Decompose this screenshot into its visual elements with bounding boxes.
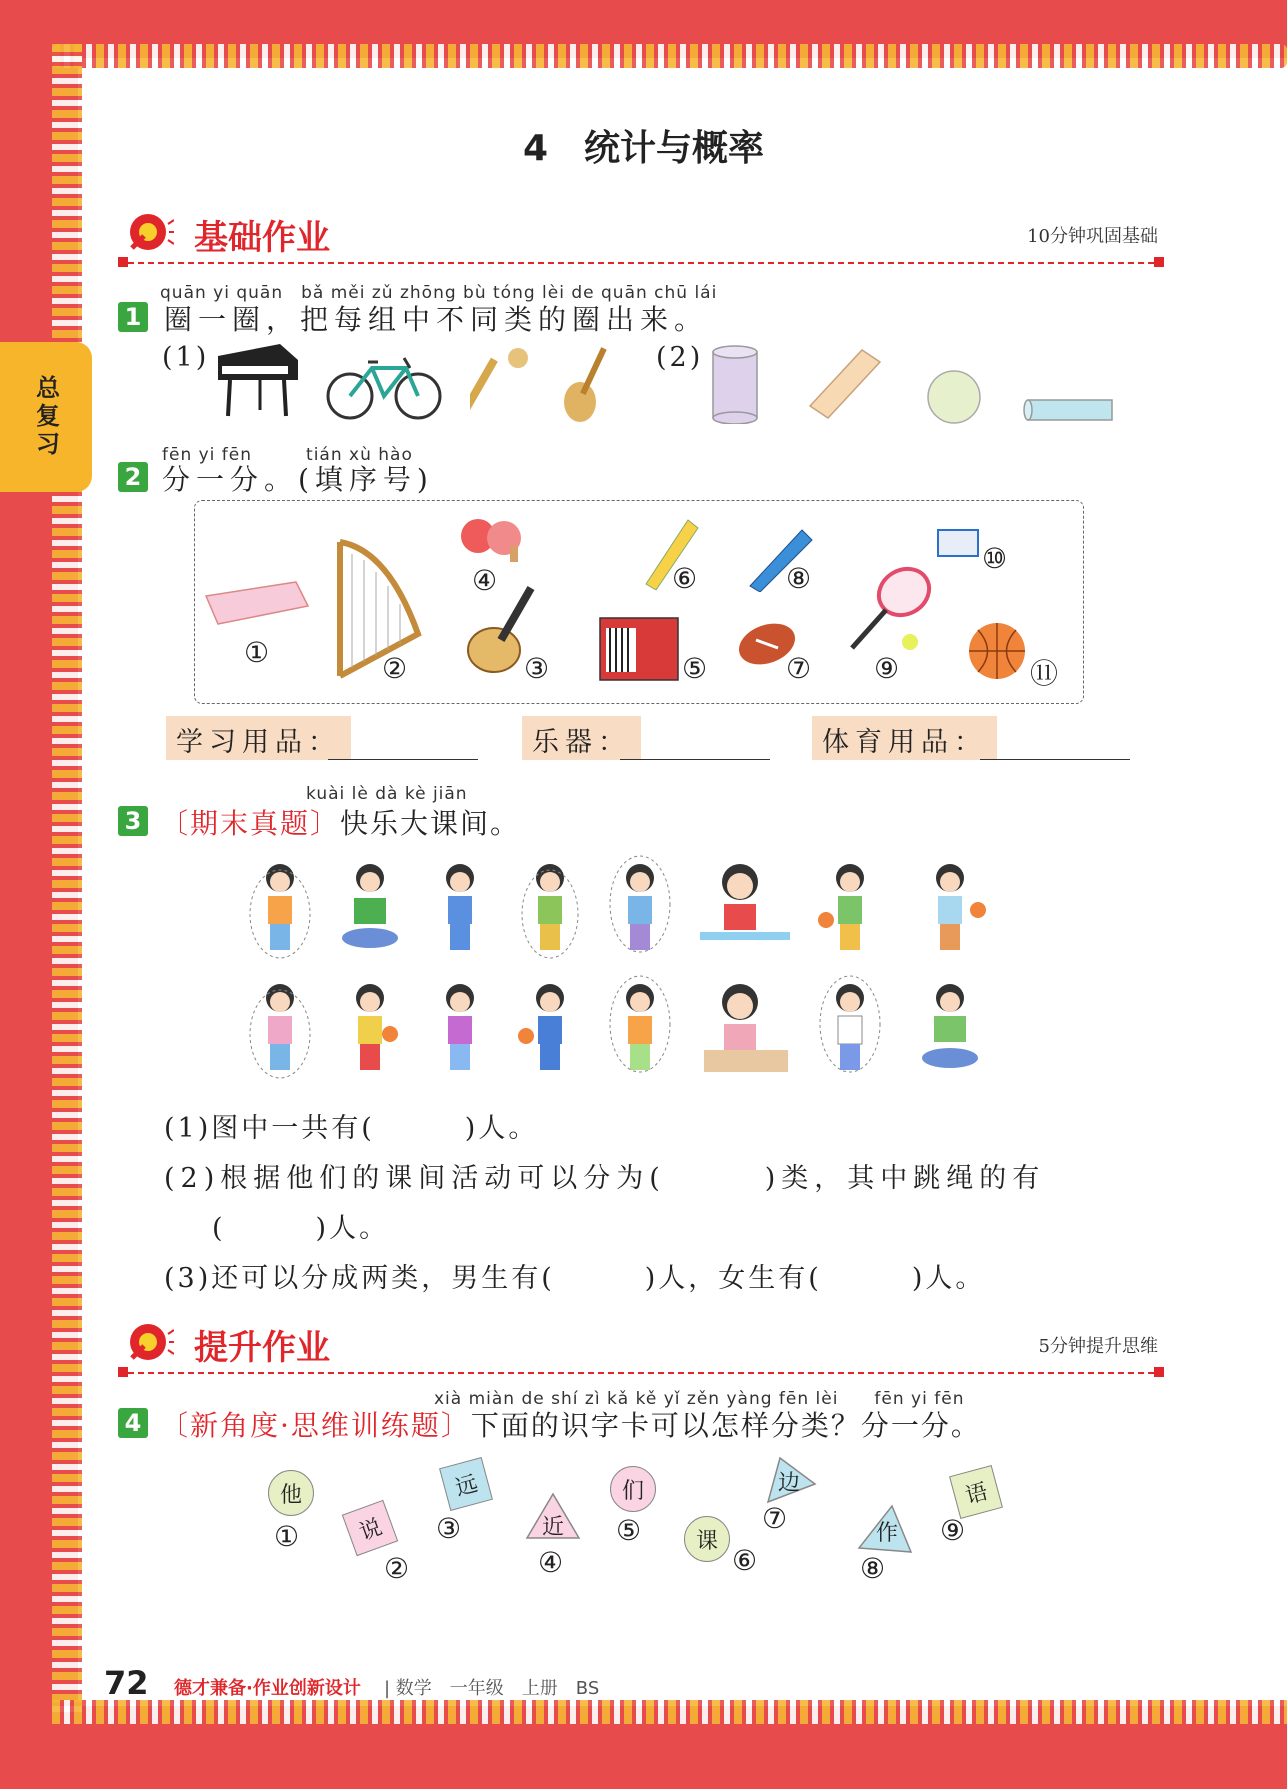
char-card-label-7: ⑦ (762, 1502, 788, 1535)
char-card-label-8: ⑧ (860, 1552, 886, 1585)
q3-text-line (160, 802, 520, 842)
tennis-racket-image[interactable] (846, 562, 942, 652)
char-card-label-6: ⑥ (732, 1544, 758, 1577)
item-label-10: ⑩ (982, 542, 1008, 575)
q1-pinyin: quān yi quān bǎ měi zǔ zhōng bù tóng lèi de quān chū lái (160, 283, 718, 303)
answer-blank-study-supplies[interactable] (328, 758, 478, 760)
item-label-2: ② (382, 652, 408, 685)
item-label-1: ① (244, 636, 270, 669)
q4-number-badge: 4 (118, 1408, 148, 1438)
item-label-7: ⑦ (786, 652, 812, 685)
section-header-advanced (118, 1318, 1158, 1378)
q4-pinyin: xià miàn de shí zì kǎ kě yǐ zěn yàng fēn lèi fēn yi fēn (434, 1389, 965, 1409)
q1-group1-label: (1) (162, 342, 210, 373)
q4-text: 下面的识字卡可以怎样分类？分一分。 (470, 1409, 981, 1442)
basketball-image[interactable] (966, 620, 1028, 682)
q2-number-badge: 2 (118, 462, 148, 492)
category-label-study-supplies: 学习用品： (166, 716, 351, 760)
footer-info: | 数学 一年级 上册 BS (384, 1678, 600, 1699)
page-number: 72 (104, 1664, 149, 1702)
ping-pong-paddles-image[interactable] (456, 516, 532, 564)
divider-cap (1154, 257, 1164, 267)
char-card-9[interactable]: 语 (949, 1465, 1003, 1519)
decorative-border-bottom (52, 1700, 1287, 1724)
accordion-image[interactable] (596, 612, 682, 686)
harp-image[interactable] (328, 534, 428, 684)
q3-sub1: (1)图中一共有( )人。 (164, 1113, 539, 1144)
char-card-label-4: ④ (538, 1546, 564, 1579)
q3-pinyin: kuài lè dà kè jiān (306, 784, 468, 804)
side-tab-review[interactable]: 总复习 (0, 342, 92, 492)
sphere-shape[interactable] (924, 368, 984, 426)
section-label: 提升作业 (194, 1328, 330, 1368)
char-card-label-5: ⑤ (616, 1514, 642, 1547)
long-cylinder-shape[interactable] (1022, 396, 1118, 424)
char-card-1[interactable]: 他 (268, 1470, 314, 1516)
answer-blank-sports[interactable] (980, 758, 1130, 760)
q4-text-line (160, 1404, 981, 1444)
q4-tag: 〔新角度·思维训练题〕 (160, 1409, 471, 1442)
item-label-9: ⑨ (874, 652, 900, 685)
divider-cap (118, 1367, 128, 1377)
section-hint: 5分钟提升思维 (1038, 1336, 1158, 1357)
kids-row-1 (250, 856, 986, 958)
piano-image[interactable] (210, 336, 302, 422)
item-label-8: ⑧ (786, 562, 812, 595)
item-label-6: ⑥ (672, 562, 698, 595)
lightbulb-icon (126, 210, 174, 258)
q2-text: 分一分。(填序号) (162, 463, 434, 496)
divider-cap (1154, 1367, 1164, 1377)
kids-row-2 (250, 976, 978, 1078)
q3-number-badge: 3 (118, 806, 148, 836)
q3-tag: 〔期末真题〕 (160, 807, 341, 840)
q1-number-badge: 1 (118, 302, 148, 332)
char-card-4[interactable]: 近 (541, 1514, 564, 1540)
pencil-case-image[interactable] (200, 576, 312, 630)
children-activities-illustration[interactable] (240, 844, 1040, 1094)
answer-blank-instruments[interactable] (620, 758, 770, 760)
char-card-8[interactable]: 作 (875, 1520, 898, 1546)
item-label-11: ⑪ (1030, 657, 1059, 690)
cylinder-shape[interactable] (710, 344, 760, 424)
section-header-basic (118, 208, 1158, 268)
divider (118, 262, 1164, 264)
item-label-4: ④ (472, 564, 498, 597)
section-label: 基础作业 (194, 218, 330, 258)
q3-sub2b: ( )人。 (212, 1213, 390, 1244)
section-hint: 10分钟巩固基础 (1027, 226, 1158, 247)
char-card-label-3: ③ (436, 1512, 462, 1545)
char-card-3[interactable]: 远 (439, 1457, 493, 1511)
q3-sub2a: (2)根据他们的课间活动可以分为( )类，其中跳绳的有 (164, 1163, 1046, 1194)
bicycle-image[interactable] (326, 346, 442, 422)
q1-text: 圈一圈，把每组中不同类的圈出来。 (164, 303, 709, 336)
q3-sub3: (3)还可以分成两类，男生有( )人，女生有( )人。 (164, 1263, 986, 1294)
char-card-label-1: ① (274, 1520, 300, 1553)
q1-group2-label: (2) (656, 342, 704, 373)
char-card-5[interactable]: 们 (610, 1466, 656, 1512)
category-label-instruments: 乐器： (522, 716, 641, 760)
char-card-6[interactable]: 课 (684, 1516, 730, 1562)
char-card-7[interactable]: 边 (777, 1470, 800, 1496)
footer-brand: 德才兼备·作业创新设计 (174, 1678, 361, 1699)
decorative-border-top (52, 44, 1287, 68)
hulusi-flute-image[interactable] (470, 346, 532, 422)
lightbulb-icon (126, 1320, 174, 1368)
category-label-sports: 体育用品： (812, 716, 997, 760)
decorative-border-left (52, 44, 82, 1714)
pipa-image[interactable] (560, 342, 616, 424)
divider (118, 1372, 1164, 1374)
q3-text: 快乐大课间。 (340, 807, 521, 840)
divider-cap (118, 257, 128, 267)
q2-pinyin: fēn yi fēn tián xù hào (162, 445, 413, 465)
item-label-5: ⑤ (682, 652, 708, 685)
item-label-3: ③ (524, 652, 550, 685)
char-card-2[interactable]: 说 (342, 1500, 398, 1556)
rectangular-prism-shape[interactable] (800, 344, 886, 422)
eraser-image[interactable] (934, 524, 982, 560)
char-card-label-9: ⑨ (940, 1514, 966, 1547)
page-title: 4 统计与概率 (522, 128, 765, 169)
char-card-label-2: ② (384, 1552, 410, 1585)
